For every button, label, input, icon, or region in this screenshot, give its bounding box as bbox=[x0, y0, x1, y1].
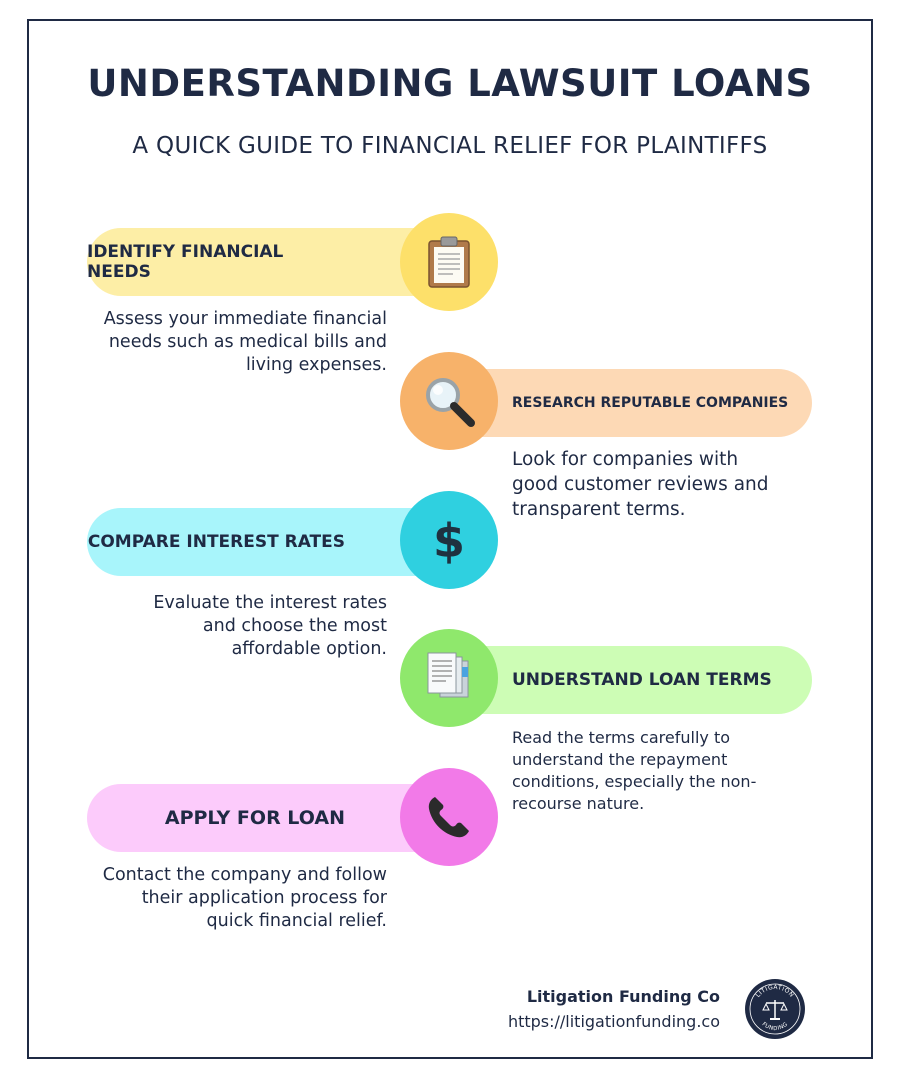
documents-icon bbox=[422, 651, 476, 705]
company-seal-logo bbox=[744, 978, 806, 1040]
step-3-description: Evaluate the interest rates and choose the most affordable option. bbox=[153, 593, 387, 659]
step-2-circle bbox=[400, 352, 498, 450]
step-4-description: Read the terms carefully to understand the repayment conditions, especially the non-recourse nature. bbox=[512, 728, 757, 813]
step-5-label: APPLY FOR LOAN bbox=[164, 807, 345, 829]
svg-text:$: $ bbox=[432, 514, 466, 567]
step-5-description: Contact the company and follow their application process for quick financial relief. bbox=[102, 865, 387, 931]
step-5-circle bbox=[400, 768, 498, 866]
page-subtitle: A QUICK GUIDE TO FINANCIAL RELIEF FOR PLAINTIFFS bbox=[132, 133, 768, 159]
step-2-label: RESEARCH REPUTABLE COMPANIES bbox=[512, 395, 789, 411]
scales-of-justice-icon bbox=[744, 978, 806, 1040]
magnifying-glass-icon bbox=[421, 373, 477, 429]
step-3-circle bbox=[400, 491, 498, 589]
step-1-circle bbox=[400, 213, 498, 311]
svg-text:FUNDING: FUNDING bbox=[760, 1021, 790, 1033]
step-1-description: Assess your immediate financial needs such as medical bills and living expenses. bbox=[103, 309, 387, 375]
clipboard-icon bbox=[425, 235, 473, 289]
svg-text:LITIGATION: LITIGATION bbox=[754, 983, 796, 999]
step-4-circle bbox=[400, 629, 498, 727]
company-url[interactable]: https://litigationfunding.co bbox=[507, 1012, 720, 1031]
step-1-label: IDENTIFY FINANCIAL NEEDS bbox=[87, 242, 284, 282]
step-4-label: UNDERSTAND LOAN TERMS bbox=[512, 670, 772, 690]
dollar-sign-icon bbox=[429, 513, 469, 567]
page-title: UNDERSTANDING LAWSUIT LOANS bbox=[87, 62, 813, 105]
telephone-icon bbox=[423, 791, 475, 843]
step-3-label: COMPARE INTEREST RATES bbox=[87, 532, 345, 552]
step-2-description: Look for companies with good customer reviews and transparent terms. bbox=[512, 449, 769, 520]
company-name: Litigation Funding Co bbox=[526, 987, 720, 1006]
